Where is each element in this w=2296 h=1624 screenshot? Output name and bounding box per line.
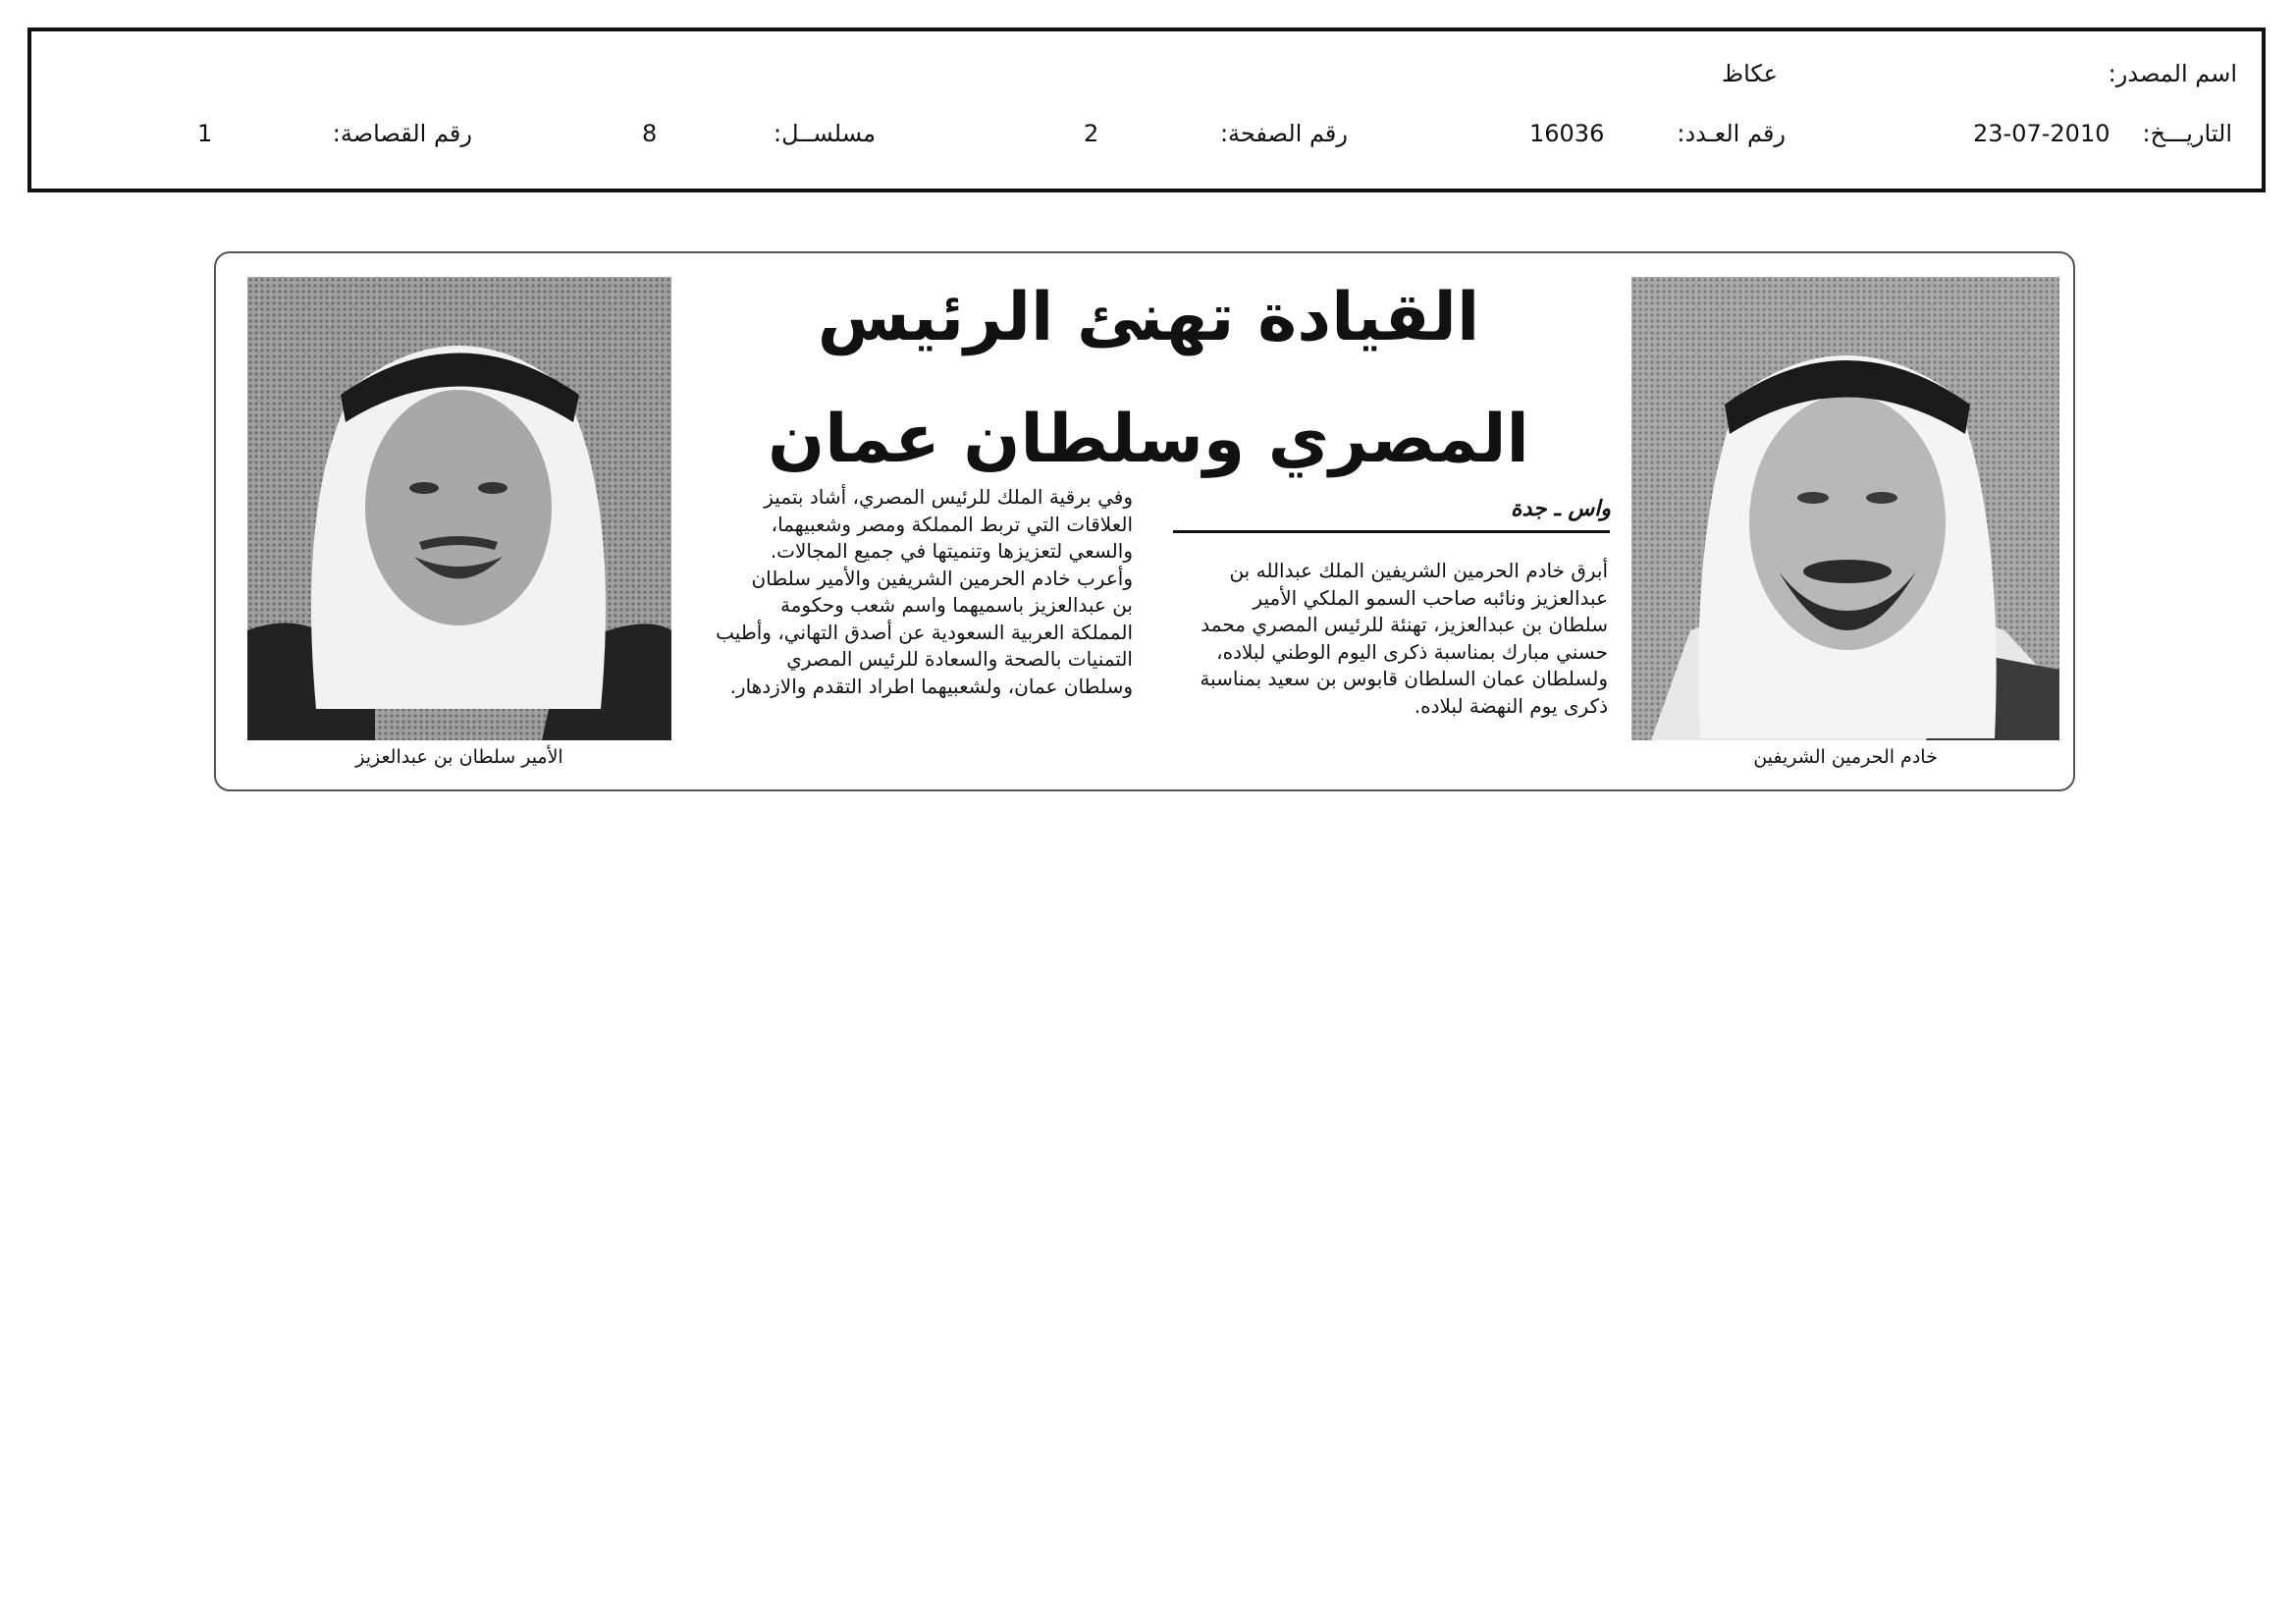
article-text-line: أبرق خادم الحرمين الشريفين الملك عبدالله بن: [1229, 559, 1608, 582]
portrait-photo-icon: [247, 277, 671, 740]
serial-label: مسلســل:: [774, 120, 876, 147]
source-label: اسم المصدر:: [2108, 60, 2237, 87]
article-byline: واس ـ جدة: [1510, 497, 1611, 521]
article-text-line: التمنيات بالصحة والسعادة للرئيس المصري: [786, 647, 1133, 671]
page-number-label: رقم الصفحة:: [1219, 120, 1348, 147]
article-column-left: [693, 484, 1133, 700]
article-text-line: والسعي لتعزيزها وتنميتها في جميع المجالات.: [770, 539, 1133, 563]
page-number-value: 2: [1084, 120, 1099, 147]
serial-value: 8: [642, 120, 658, 147]
article-text-line: حسني مبارك بمناسبة ذكرى اليوم الوطني لبلاده،: [1216, 639, 1608, 664]
article-column-right: [1168, 558, 1608, 720]
king-photo: [1631, 277, 2059, 740]
portrait-photo-icon: [1631, 277, 2059, 740]
issue-value: 16036: [1529, 120, 1605, 147]
prince-photo-caption: الأمير سلطان بن عبدالعزيز: [355, 746, 563, 768]
article-text-line: العلاقات التي تربط المملكة ومصر وشعبيهما،: [771, 512, 1133, 536]
issue-label: رقم العـدد:: [1677, 120, 1786, 147]
article-text-line: وسلطان عمان، ولشعبيهما اطراد التقدم والازدهار.: [729, 674, 1133, 698]
prince-photo: [247, 277, 671, 740]
article-headline: [687, 257, 1610, 501]
source-value: عكاظ: [1721, 60, 1778, 87]
article-text-line: وفي برقية الملك للرئيس المصري، أشاد بتميز: [764, 485, 1133, 509]
article-text-line: المملكة العربية السعودية عن أصدق التهاني، وأطيب: [716, 620, 1133, 644]
document-metadata-box: [27, 27, 2266, 192]
date-value: 23-07-2010: [1973, 120, 2110, 147]
article-text-line: ذكرى يوم النهضة لبلاده.: [1414, 693, 1608, 718]
date-label: التاريـــخ:: [2142, 120, 2232, 147]
clipping-number-value: 1: [197, 120, 213, 147]
article-text-line: بن عبدالعزيز باسميهما واسم شعب وحكومة: [779, 593, 1133, 617]
byline-rule: [1173, 530, 1610, 533]
clipping-number-label: رقم القصاصة:: [332, 120, 472, 147]
article-text-line: وأعرب خادم الحرمين الشريفين والأمير سلطان: [751, 566, 1133, 590]
article-text-line: سلطان بن عبدالعزيز، تهنئة للرئيس المصري محمد: [1201, 613, 1608, 636]
headline-line-2: المصري وسلطان عمان: [768, 401, 1529, 478]
headline-line-1: القيادة تهنئ الرئيس: [817, 279, 1480, 356]
king-photo-caption: خادم الحرمين الشريفين: [1753, 746, 1938, 768]
article-text-line: ولسلطان عمان السلطان قابوس بن سعيد بمناسبة: [1200, 667, 1608, 690]
article-text-line: عبدالعزيز ونائبه صاحب السمو الملكي الأمير: [1253, 585, 1608, 610]
